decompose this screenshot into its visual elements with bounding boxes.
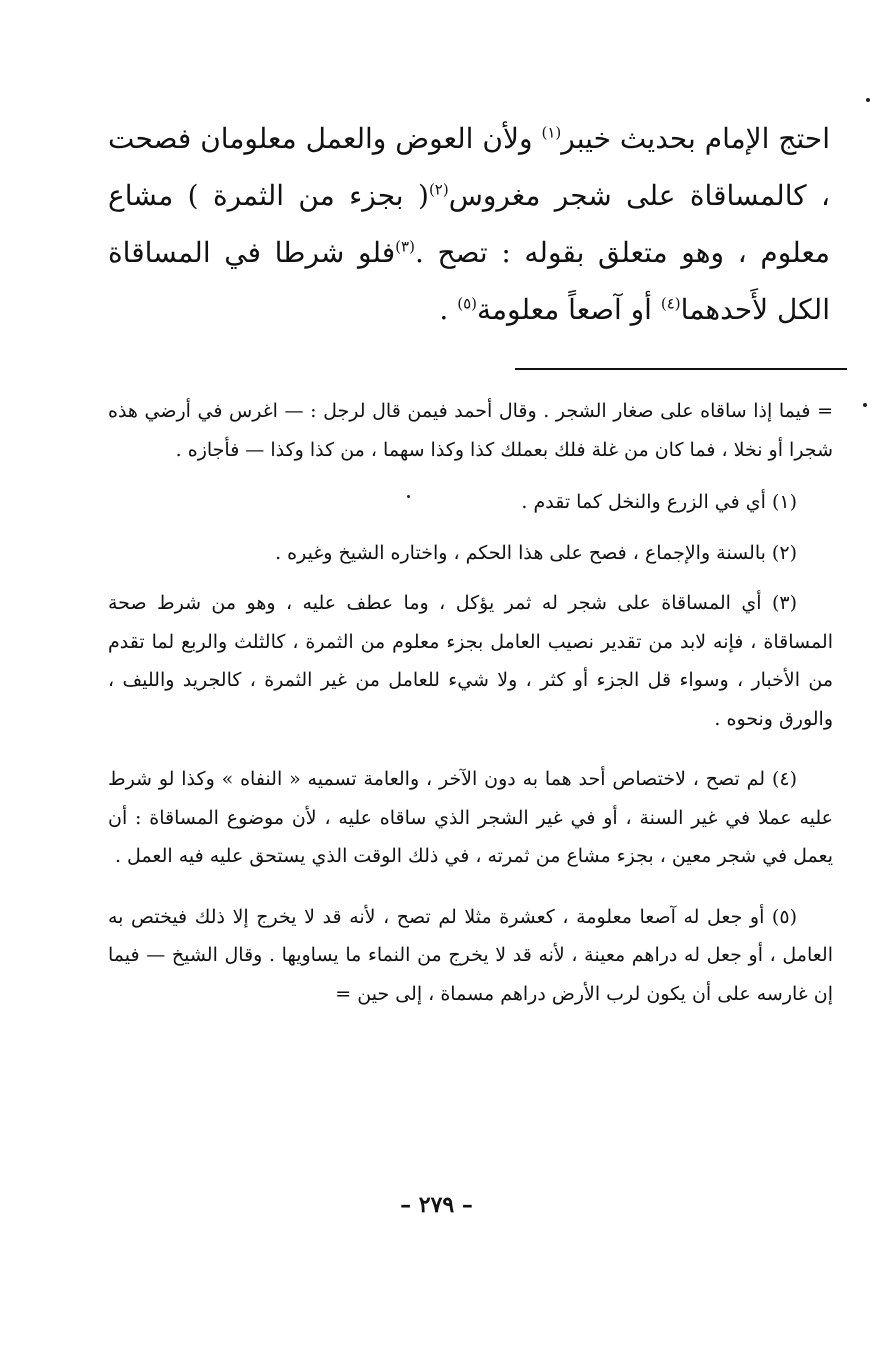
margin-dot — [863, 403, 867, 407]
main-text-part: ( بجزء من الثمرة ) مشاع معلوم ، وهو متعلق بقوله : تصح . — [108, 179, 830, 269]
main-text-part: ولأن العوض والعمل معلومان فصحت ، كالمساقاة على شجر مغروس — [108, 122, 830, 212]
main-text-part: أو آصعاً معلومة — [477, 293, 661, 326]
footnote-5: (٥) أو جعل له آصعا معلومة ، كعشرة مثلا لم تصح ، لأنه قد لا يخرج إلا ذلك فيختص به العامل ، أو جعل له دراهم معينة ، لأنه قد لا يخرج من النماء ما يساويها . وقال الشيخ — فيما إن غارسه على أن يكون لرب الأرض دراهم مسماة ، إلى حين = — [108, 905, 833, 1005]
main-text-part: . — [439, 293, 458, 326]
page-number: – ٢٧٩ – — [400, 1192, 473, 1218]
margin-dot — [866, 98, 870, 102]
footnotes — [108, 392, 833, 1013]
footnote-4: (٤) لم تصح ، لاختصاص أحد هما به دون الآخر ، والعامة تسميه « النفاه » وكذا لو شرط عليه عملا في غير السنة ، أو في غير الشجر الذي ساقاه عليه ، لأن موضوع المساقاة : أن يعمل في شجر معين ، بجزء مشاع من ثمرته ، في ذلك الوقت الذي يستحق عليه فيه العمل . — [108, 768, 833, 867]
footnote-marker: (٥) — [457, 294, 478, 313]
footnote-marker: (٣) — [395, 237, 415, 256]
main-text-part: احتج الإمام بحديث خيبر — [561, 122, 830, 155]
footnote-marker: (١) — [541, 123, 562, 142]
main-text — [108, 110, 830, 338]
footnote-continued: = فيما إذا ساقاه على صغار الشجر . وقال أحمد فيمن قال لرجل : — اغرس في أرضي هذه شجرا أو نخلا ، فما كان من غلة فلك بعملك كذا وكذا سهما ، من كذا وكذا — فأجازه . — [108, 400, 833, 461]
footnote-separator — [515, 368, 847, 370]
main-text-part: فلو شرطا في المساقاة الكل لأَحدهما — [108, 236, 830, 326]
footnote-1: (١) أي في الزرع والنخل كما تقدم . — [521, 491, 797, 513]
footnote-marker: (٢) — [428, 180, 449, 199]
footnote-2: (٢) بالسنة والإجماع ، فصح على هذا الحكم ، واختاره الشيخ وغيره . — [275, 541, 797, 564]
footnote-marker: (٤) — [660, 294, 681, 313]
footnote-3: (٣) أي المساقاة على شجر له ثمر يؤكل ، وما عطف عليه ، وهو من شرط صحة المساقاة ، فإنه لابد من تقدير نصيب العامل بجزء معلوم من الثمرة ، كالثلث والربع لما تقدم من الأخبار ، وسواء قل الجزء أو كثر ، ولا شيء للعامل من غير الثمرة ، كالجريد والليف ، والورق ونحوه . — [108, 592, 833, 730]
main-paragraph — [108, 110, 830, 338]
